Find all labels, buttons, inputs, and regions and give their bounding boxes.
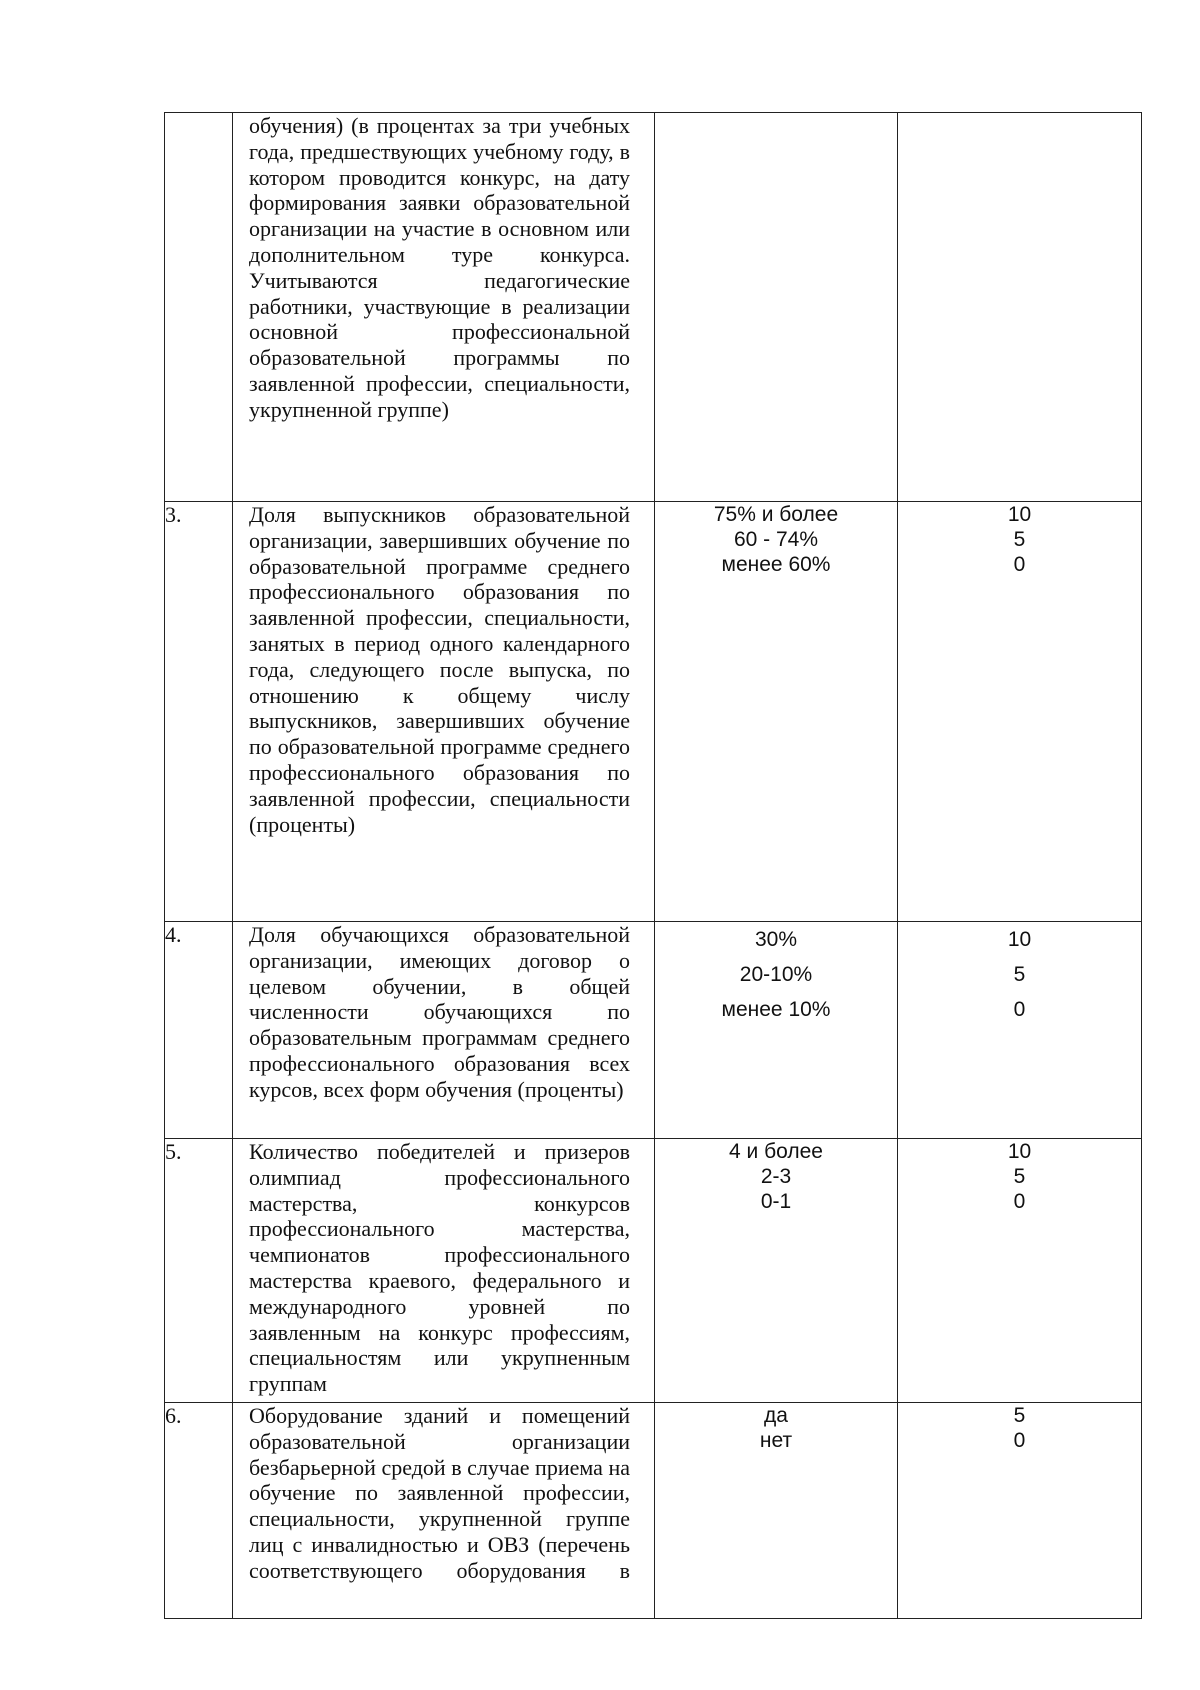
criterion-cell	[233, 1403, 655, 1619]
table-row	[165, 502, 1142, 922]
value-item: менее 60%	[721, 553, 831, 576]
criterion-cell	[233, 502, 655, 922]
points-item: 5	[1013, 1165, 1026, 1188]
criterion-text: Оборудование зданий и помещений образовательной организации безбарьерной средой в случае приема на обучение по заявленной профессии, специальности, укрупненной группе лиц с инвалидностью и ОВЗ (перечень соответствующего оборудования в	[249, 1403, 630, 1583]
values-cell	[655, 922, 898, 1139]
points-cell	[898, 922, 1142, 1139]
value-item: 20-10%	[739, 963, 813, 986]
values-cell	[655, 1403, 898, 1619]
value-item: 0-1	[760, 1190, 792, 1213]
value-item: нет	[759, 1429, 793, 1452]
points-cell	[898, 1139, 1142, 1403]
criterion-text: Доля обучающихся образовательной организации, имеющих договор о целевом обучении, в общей численности обучающихся по образовательным программам среднего профессионального образования всех курсов, всех форм обучения (проценты)	[249, 922, 630, 1102]
points-item: 5	[1013, 1404, 1026, 1427]
table-row	[165, 922, 1142, 1139]
points-cell	[898, 1403, 1142, 1619]
points-cell	[898, 113, 1142, 502]
row-number	[165, 113, 233, 502]
table-row	[165, 1403, 1142, 1619]
value-item: да	[764, 1404, 788, 1427]
value-item: 2-3	[760, 1165, 792, 1188]
criterion-text: обучения) (в процентах за три учебных года, предшествующих учебному году, в котором проводится конкурс, на дату формирования заявки образовательной организации на участие в основном или дополнительном туре конкурса. Учитываются педагогические работники, участвующие в реализации основной профессиональной образовательной программы по заявленной профессии, специальности, укрупненной группе)	[249, 113, 630, 422]
values-cell	[655, 502, 898, 922]
points-item: 0	[1013, 1429, 1026, 1452]
row-number: 6.	[165, 1403, 233, 1619]
values-cell	[655, 1139, 898, 1403]
points-cell	[898, 502, 1142, 922]
value-item: 75% и более	[713, 503, 839, 526]
criteria-table	[164, 112, 1142, 1619]
points-item: 10	[1007, 928, 1032, 951]
row-number: 4.	[165, 922, 233, 1139]
points-item: 5	[1013, 963, 1026, 986]
points-item: 0	[1013, 998, 1026, 1021]
table-row	[165, 113, 1142, 502]
row-number: 5.	[165, 1139, 233, 1403]
points-item: 10	[1007, 503, 1032, 526]
criterion-cell	[233, 922, 655, 1139]
value-item: 30%	[754, 928, 798, 951]
points-item: 0	[1013, 1190, 1026, 1213]
value-item: менее 10%	[721, 998, 831, 1021]
criterion-cell	[233, 113, 655, 502]
points-item: 10	[1007, 1140, 1032, 1163]
values-cell	[655, 113, 898, 502]
criterion-text: Количество победителей и призеров олимпиад профессионального мастерства, конкурсов профессионального мастерства, чемпионатов профессионального мастерства краевого, федерального и международного уровней по заявленным на конкурс профессиям, специальностям или укрупненным группам	[249, 1139, 630, 1397]
table-row	[165, 1139, 1142, 1403]
points-item: 0	[1013, 553, 1026, 576]
value-item: 4 и более	[729, 1140, 823, 1163]
value-item: 60 - 74%	[733, 528, 819, 551]
criterion-cell	[233, 1139, 655, 1403]
row-number: 3.	[165, 502, 233, 922]
criterion-text: Доля выпускников образовательной организации, завершивших обучение по образовательной программе среднего профессионального образования по заявленной профессии, специальности, занятых в период одного календарного года, следующего после выпуска, по отношению к общему числу выпускников, завершивших обучение по образовательной программе среднего профессионального образования по заявленной профессии, специальности (проценты)	[249, 502, 630, 837]
points-item: 5	[1013, 528, 1026, 551]
